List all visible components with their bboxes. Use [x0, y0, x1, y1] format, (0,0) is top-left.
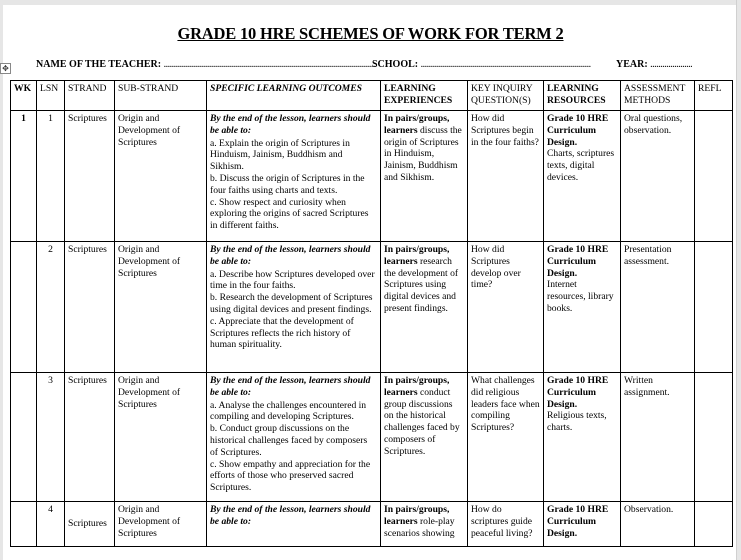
- header-specific-learning-outcomes: SPECIFIC LEARNING OUTCOMES: [207, 81, 381, 111]
- cell-learning-experiences[interactable]: [381, 242, 468, 373]
- cell-refl[interactable]: [695, 111, 733, 242]
- header-key-inquiry-questions: KEY INQUIRY QUESTION(S): [468, 81, 544, 111]
- table-row: [11, 111, 733, 242]
- cell-sub-strand[interactable]: Origin and Development of Scriptures: [115, 242, 207, 373]
- table-row: [11, 242, 733, 373]
- cell-key-inquiry[interactable]: How did Scriptures begin in the four faiths?: [468, 111, 544, 242]
- cell-resources[interactable]: [544, 373, 621, 502]
- header-learning-resources: LEARNING RESOURCES: [544, 81, 621, 111]
- year-field[interactable]: [616, 59, 692, 70]
- cell-refl[interactable]: [695, 502, 733, 547]
- slo-item: c. Show empathy and appreciation for the efforts of those who preserved sacred Scriptures.: [210, 458, 371, 494]
- cell-strand[interactable]: Scriptures: [65, 111, 115, 242]
- cell-key-inquiry[interactable]: How do scriptures guide peaceful living?: [468, 502, 544, 547]
- table-header-row: [11, 81, 733, 111]
- slo-item: c. Appreciate that the development of Scriptures reflects the rich history of human spirituality.: [210, 315, 354, 351]
- cell-strand[interactable]: Scriptures: [65, 242, 115, 373]
- cell-assessment[interactable]: Oral questions, observation.: [621, 111, 695, 242]
- year-blank[interactable]: .....................: [650, 59, 693, 70]
- slo-item: b. Discuss the origin of Scriptures in the four faiths using charts and texts.: [210, 172, 365, 196]
- cell-assessment[interactable]: Observation.: [621, 502, 695, 547]
- le-bold: In pairs/groups, learners: [384, 113, 450, 136]
- slo-item: a. Explain the origin of Scriptures in Hinduism, Jainism, Buddhism and Sikhism.: [210, 137, 350, 173]
- cell-assessment[interactable]: Presentation assessment.: [621, 242, 695, 373]
- table-move-handle-icon[interactable]: ✥: [0, 63, 11, 74]
- cell-strand[interactable]: Scriptures: [65, 373, 115, 502]
- header-refl: REFL: [695, 81, 733, 111]
- cell-slo[interactable]: [207, 502, 381, 547]
- cell-lsn[interactable]: 2: [37, 242, 65, 373]
- cell-learning-experiences[interactable]: [381, 111, 468, 242]
- cell-sub-strand[interactable]: Origin and Development of Scriptures: [115, 373, 207, 502]
- cell-slo[interactable]: [207, 373, 381, 502]
- le-text: research the development of Scriptures using digital devices and present findings.: [384, 255, 459, 314]
- cell-sub-strand[interactable]: Origin and Development of Scriptures: [115, 502, 207, 547]
- cell-lsn[interactable]: 4: [37, 502, 65, 547]
- header-assessment-methods: ASSESSMENT METHODS: [621, 81, 695, 111]
- slo-intro: By the end of the lesson, learners should be able to:: [210, 504, 371, 527]
- window-frame-left: [0, 0, 3, 560]
- cell-lsn[interactable]: 1: [37, 111, 65, 242]
- cell-key-inquiry[interactable]: How did Scriptures develop over time?: [468, 242, 544, 373]
- vertical-scrollbar[interactable]: [736, 0, 741, 560]
- school-field[interactable]: [372, 59, 591, 70]
- cell-resources[interactable]: [544, 111, 621, 242]
- teacher-blank[interactable]: ..........................................................................................................: [163, 59, 376, 70]
- cell-refl[interactable]: [695, 242, 733, 373]
- document-title: GRADE 10 HRE SCHEMES OF WORK FOR TERM 2: [177, 24, 564, 43]
- le-bold: In pairs/groups, learners: [384, 244, 450, 267]
- school-label: SCHOOL:: [372, 59, 419, 70]
- cell-wk[interactable]: [11, 242, 37, 373]
- lr-text: Charts, scriptures texts, digital devices.: [547, 148, 615, 183]
- cell-slo[interactable]: [207, 111, 381, 242]
- cell-resources[interactable]: [544, 242, 621, 373]
- lr-bold: Grade 10 HRE Curriculum Design.: [547, 113, 609, 148]
- cell-assessment[interactable]: Written assignment.: [621, 373, 695, 502]
- table-row: [11, 502, 733, 547]
- slo-item: c. Show respect and curiosity when exploring the origins of sacred Scriptures in different faiths.: [210, 196, 369, 232]
- le-text: discuss the origin of Scriptures in Hinduism, Jainism, Buddhism and Sikhism.: [384, 124, 462, 183]
- cell-wk[interactable]: [11, 502, 37, 547]
- cell-resources[interactable]: [544, 502, 621, 547]
- cell-learning-experiences[interactable]: [381, 373, 468, 502]
- cell-strand[interactable]: Scriptures: [65, 502, 115, 547]
- slo-item: b. Research the development of Scriptures using digital devices and present findings.: [210, 292, 373, 315]
- slo-intro: By the end of the lesson, learners should be able to:: [210, 375, 371, 398]
- teacher-field[interactable]: [36, 59, 376, 70]
- header-lsn: LSN: [37, 81, 65, 111]
- slo-intro: By the end of the lesson, learners should be able to:: [210, 244, 371, 267]
- school-blank[interactable]: .....................................................................................: [420, 59, 591, 70]
- slo-item: b. Conduct group discussions on the historical challenges faced by composers of Scriptures.: [210, 423, 368, 458]
- le-bold: In pairs/groups, learners: [384, 375, 450, 398]
- cell-wk[interactable]: [11, 373, 37, 502]
- cell-learning-experiences[interactable]: [381, 502, 468, 547]
- header-strand: STRAND: [65, 81, 115, 111]
- header-wk: WK: [11, 81, 37, 111]
- cell-slo[interactable]: [207, 242, 381, 373]
- schemes-table: [10, 80, 733, 547]
- cell-key-inquiry[interactable]: What challenges did religious leaders face when compiling Scriptures?: [468, 373, 544, 502]
- lr-text: Internet resources, library books.: [547, 279, 614, 314]
- le-text: conduct group discussions on the historical challenges faced by composers of Scriptures.: [384, 386, 460, 457]
- header-sub-strand: SUB-STRAND: [115, 81, 207, 111]
- lr-bold: Grade 10 HRE Curriculum Design.: [547, 375, 609, 410]
- lr-text: Religious texts, charts.: [547, 410, 607, 434]
- le-bold: In pairs/groups, learners: [384, 504, 450, 527]
- slo-item: a. Describe how Scriptures developed over time in the four faiths.: [210, 268, 375, 292]
- year-label: YEAR:: [616, 59, 648, 70]
- header-learning-experiences: LEARNING EXPERIENCES: [381, 81, 468, 111]
- window-frame-top: [0, 0, 741, 5]
- cell-sub-strand[interactable]: Origin and Development of Scriptures: [115, 111, 207, 242]
- teacher-label: NAME OF THE TEACHER:: [36, 59, 162, 70]
- lr-bold: Grade 10 HRE Curriculum Design.: [547, 244, 609, 279]
- slo-intro: By the end of the lesson, learners should be able to:: [210, 113, 371, 136]
- slo-item: a. Analyse the challenges encountered in compiling and developing Scriptures.: [210, 399, 367, 423]
- lr-bold: Grade 10 HRE Curriculum Design.: [547, 504, 609, 539]
- le-text: role-play scenarios showing: [384, 515, 455, 539]
- table-row: [11, 373, 733, 502]
- cell-lsn[interactable]: 3: [37, 373, 65, 502]
- cell-wk[interactable]: 1: [11, 111, 37, 242]
- cell-refl[interactable]: [695, 373, 733, 502]
